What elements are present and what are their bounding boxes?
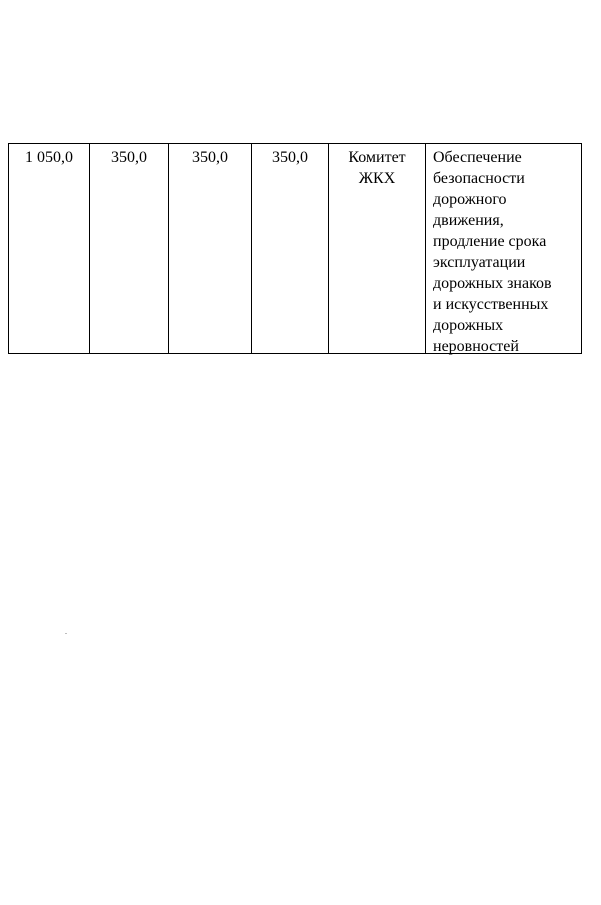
- cell-year-3-amount: 350,0: [272, 149, 308, 166]
- cell-total-amount: 1 050,0: [25, 149, 73, 166]
- scan-speck: [65, 633, 67, 634]
- table-border-right: [581, 144, 582, 353]
- cell-year-1-amount: 350,0: [111, 149, 147, 166]
- cell-expected-result: Обеспечение безопасности дорожного движения, продление срока эксплуатации дорожных знаков и искусственных дорожных неровностей: [433, 149, 552, 355]
- cell-year-2-amount: 350,0: [192, 149, 228, 166]
- table-row: [8, 144, 582, 353]
- cell-executor: Комитет ЖКХ: [348, 149, 406, 187]
- program-table-fragment: [8, 143, 582, 354]
